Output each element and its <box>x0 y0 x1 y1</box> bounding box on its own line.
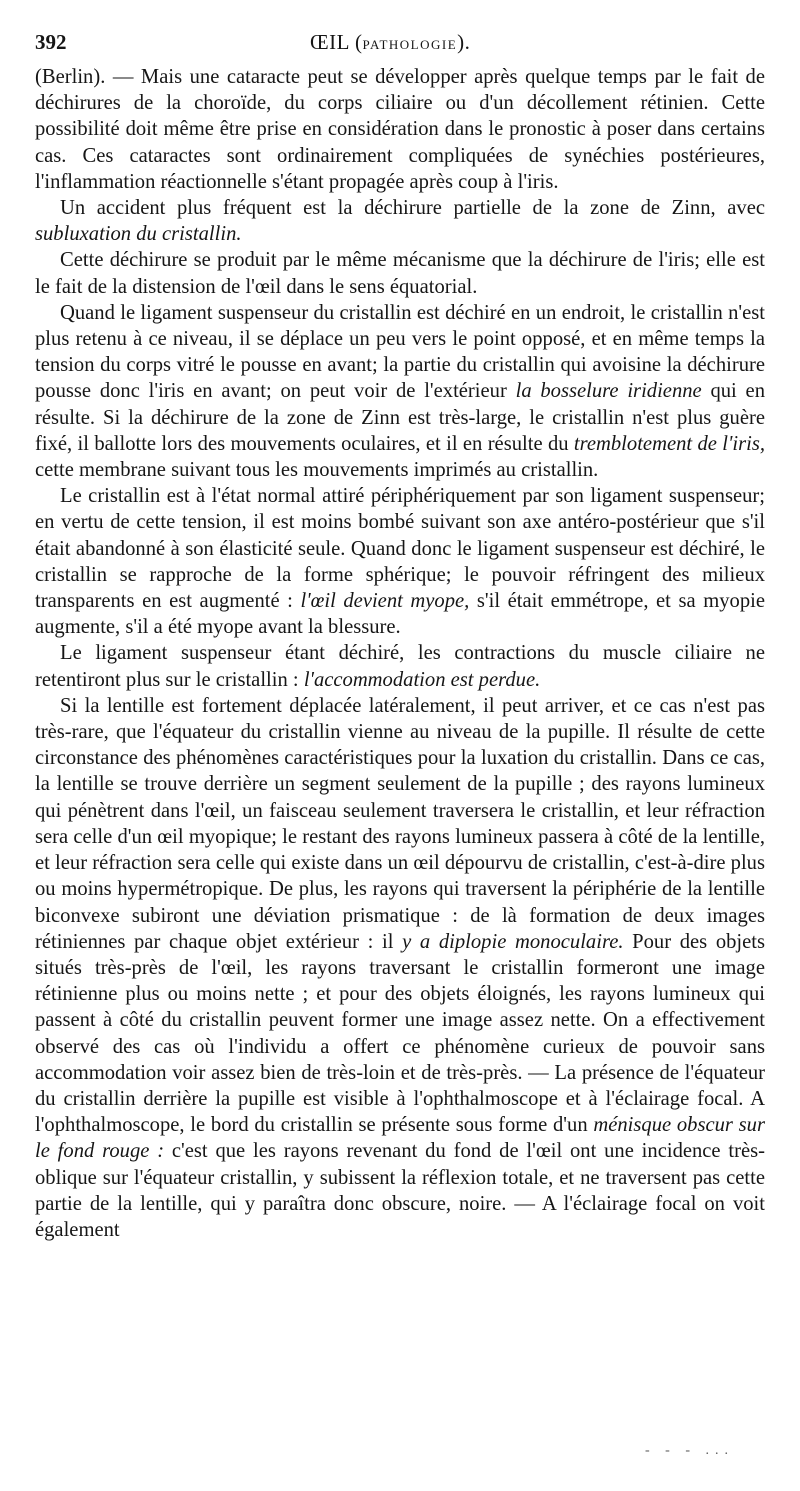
text-segment: Cette déchirure se produit par le même mécanisme que la déchirure de l'iris; elle est le fait de la distension de l'œil dans le sens équatorial. <box>35 249 765 298</box>
italic-text: tremblotement de l'iris, <box>573 432 765 455</box>
italic-text: y a diplopie monoculaire. <box>402 930 624 953</box>
italic-text: l'œil devient myope, <box>300 590 470 613</box>
running-title-small: PATHOLOGIE <box>362 37 458 52</box>
body-text <box>35 64 765 1243</box>
running-title-end: ). <box>457 30 471 54</box>
text-segment: (Berlin). — Mais une cataracte peut se développer après quelque temps par le fait de déchirures de la choroïde, du corps ciliaire ou d'un décollement rétinien. Cette possibilité doit même être prise en considération dans le pronostic à poser dans certains cas. Ces cataractes sont ordinairement compliquées de synéchies postérieures, l'inflammation réactionnelle s'étant propagée après coup à l'iris. <box>35 66 765 193</box>
text-segment: cette membrane suivant tous les mouvements imprimés au cristallin. <box>35 459 599 482</box>
paragraph <box>35 693 765 1243</box>
paragraph <box>35 483 765 640</box>
paragraph <box>35 64 765 195</box>
paragraph <box>35 247 765 299</box>
text-segment: qui en résulte. Si la déchirure de la zone de Zinn est très-large, le cristallin n'est plus guère fixé, il ballotte lors des mouvements oculaires, et il en résulte du <box>35 380 765 455</box>
italic-text: subluxation du cristallin. <box>35 223 242 246</box>
text-segment: c'est que les rayons revenant du fond de l'œil ont une incidence très-oblique sur l'équateur cristallin, y subissent la réflexion totale, et ne traversent pas cette partie de la lentille, qui y paraîtra donc obscure, noire. — A l'éclairage focal on voit également <box>35 1140 765 1241</box>
italic-text: la bosselure iridienne <box>515 380 702 403</box>
text-segment: s'il était emmétrope, et sa myopie augmente, s'il a été myope avant la blessure. <box>35 590 765 639</box>
page-number: 392 <box>35 30 67 54</box>
italic-text: ménisque obscur sur le fond rouge : <box>35 1114 765 1163</box>
paragraph <box>35 195 765 247</box>
text-segment: Pour des objets situés très-près de l'œil, les rayons traversant le cristallin formeront une image rétinienne plus ou moins nette ; et pour des objets éloignés, les rayons lumineux qui passent à côté du cristallin peuvent former une image assez nette. On a effectivement observé des cas où l'individu a offert ce phénomène curieux de pouvoir sans accommodation voir assez bien de très-loin et de très-près. — La présence de l'équateur du cristallin derrière la pupille est visible à l'ophthalmoscope et à l'éclairage focal. A l'ophthalmoscope, le bord du cristallin se présente sous forme d'un <box>35 930 766 1137</box>
paragraph <box>35 640 765 692</box>
paragraph <box>35 300 765 483</box>
italic-text: l'accommodation est perdue. <box>303 668 541 691</box>
text-segment: Si la lentille est fortement déplacée latéralement, il peut arriver, et ce cas n'est pas très-rare, que l'équateur du cristallin vienne au niveau de la pupille. Il résulte de cette circonstance des phénomènes caractéristiques pour la luxation du cristallin. Dans ce cas, la lentille se trouve derrière un segment seulement de la pupille ; des rayons lumineux qui pénètrent dans l'œil, un faisceau seulement traversera le cristallin, et leur réfraction sera celle d'un œil myopique; le restant des rayons lumineux passera à côté de la lentille, et leur réfraction sera celle qui existe dans un œil dépourvu de cristallin, c'est-à-dire plus ou moins hypermétropique. De plus, les rayons qui traversent la périphérie de la lentille biconvexe subiront une déviation prismatique : de là formation de deux images rétiniennes par chaque objet extérieur : il <box>35 694 765 953</box>
text-segment: Le cristallin est à l'état normal attiré périphériquement par son ligament suspenseur; en vertu de cette tension, il est moins bombé suivant son axe antéro-postérieur que s'il était abandonné à son élasticité seule. Quand donc le ligament suspenseur est déchiré, le cristallin se rapproche de la forme sphérique; le pouvoir réfringent des milieux transparents en est augmenté : <box>35 485 765 613</box>
running-title <box>310 30 470 55</box>
book-page <box>35 30 765 1243</box>
footer-marks: - - - ... <box>645 1443 734 1458</box>
text-segment: Quand le ligament suspenseur du cristallin est déchiré en un endroit, le cristallin n'est plus retenu à ce niveau, il se déplace un peu vers le point opposé, et en même temps la tension du corps vitré le pousse en avant; la partie du cristallin qui avoisine la déchirure pousse donc l'iris en avant; on peut voir de l'extérieur <box>35 301 765 403</box>
text-segment: Un accident plus fréquent est la déchirure partielle de la zone de Zinn, avec <box>60 197 765 220</box>
running-title-main: ŒIL ( <box>310 30 363 54</box>
page-header <box>35 30 765 64</box>
text-segment: Le ligament suspenseur étant déchiré, les contractions du muscle ciliaire ne retentiront plus sur le cristallin : <box>35 642 765 691</box>
